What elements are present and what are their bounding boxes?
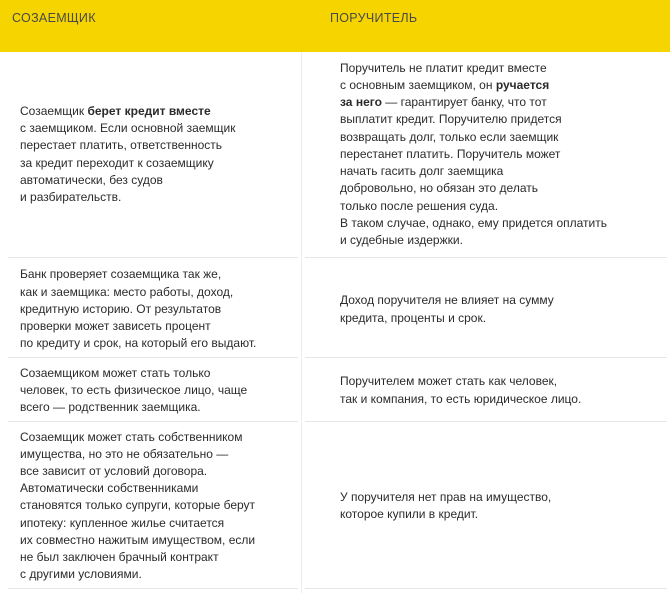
row-4-coborrower-cell — [8, 424, 298, 589]
row-1-guarantor-text: Поручитель не платит кредит вместе с основным заемщиком, он ручается за него — гарантирует банку, что тот выплатит кредит. Поручителю придется возвращать долг, только если заемщик перестанет платить. Поручитель может начать гасить долг заемщика добровольно, но обязан это делать только после решения суда. В таком случае, однако, ему придется оплатить и судебные издержки. — [340, 60, 607, 247]
header-coborrower: СОЗАЕМЩИК — [12, 11, 96, 25]
row-3-coborrower-cell — [8, 360, 298, 422]
row-4-guarantor-text: У поручителя нет прав на имущество, которое купили в кредит. — [340, 489, 552, 521]
row-2-coborrower-cell — [8, 262, 298, 358]
row-1-coborrower-bold: берет кредит вместе — [87, 103, 211, 118]
row-2-coborrower-text: Банк проверяет созаемщика так же, как и заемщика: место работы, доход, кредитную историю. От результатов проверки может зависеть процент по кредиту и срок, на который его выдают. — [20, 267, 257, 351]
row-3-guarantor-cell — [305, 360, 667, 422]
row-1-coborrower-text: Созаемщик берет кредит вместе с заемщиком. Если основной заемщик перестает платить, ответственность за кредит переходит к созаемщику автоматически, без судов и разбирательств. — [20, 103, 236, 204]
row-1-coborrower-cell — [8, 52, 298, 258]
row-4-guarantor-cell — [305, 424, 667, 589]
column-divider — [301, 52, 302, 593]
table-header — [0, 0, 670, 52]
row-1-guarantor-cell — [305, 52, 667, 258]
row-3-guarantor-text: Поручителем может стать как человек, так и компания, то есть юридическое лицо. — [340, 374, 582, 406]
header-guarantor: ПОРУЧИТЕЛЬ — [330, 11, 418, 25]
row-2-guarantor-cell — [305, 262, 667, 358]
row-3-coborrower-text: Созаемщиком может стать только человек, то есть физическое лицо, чаще всего — родственник заемщика. — [20, 365, 248, 415]
row-4-coborrower-text: Созаемщик может стать собственником имущества, но это не обязательно — все зависит от условий договора. Автоматически собственниками становятся только супруги, которые берут ипотеку: купленное жилье считается их совместно нажитым имуществом, если не был заключен брачный контракт с другими условиями. — [20, 429, 256, 582]
row-1-guarantor-bold: ручается за него — [340, 78, 550, 110]
row-2-guarantor-text: Доход поручителя не влияет на сумму кредита, проценты и срок. — [340, 293, 554, 325]
